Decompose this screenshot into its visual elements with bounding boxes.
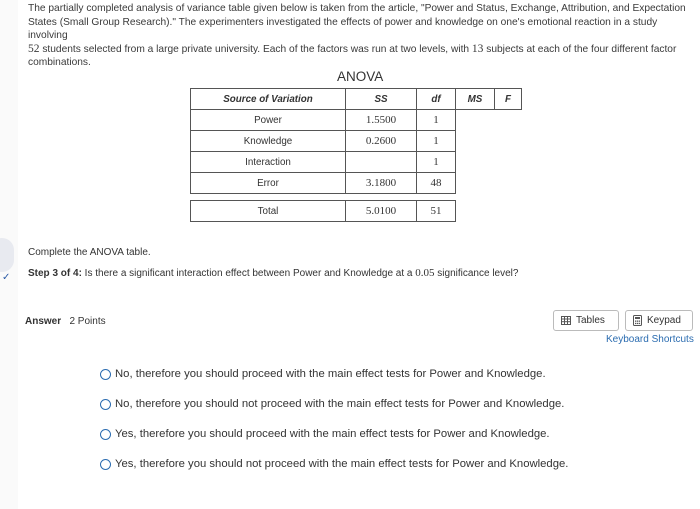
answer-option-3[interactable]: [100, 428, 550, 440]
row-source: Power: [191, 110, 346, 131]
row-df: 1: [417, 152, 456, 173]
radio-button[interactable]: [100, 429, 111, 440]
empty-cell: [456, 110, 522, 131]
row-ss: 5.0100: [346, 201, 417, 222]
problem-line: students selected from a large private university. Each of the factors was run at two levels, with: [39, 43, 472, 55]
header-ms: MS: [456, 89, 495, 110]
instructions: Complete the ANOVA table.: [28, 247, 151, 258]
radio-button[interactable]: [100, 369, 111, 380]
problem-statement: [28, 2, 690, 70]
row-ss: 0.2600: [346, 131, 417, 152]
row-source: Total: [191, 201, 346, 222]
problem-number: 52: [28, 42, 40, 55]
table-row: [191, 152, 522, 173]
row-source: Error: [191, 173, 346, 194]
keypad-label: Keypad: [647, 315, 681, 326]
row-ss: [346, 152, 417, 173]
problem-line: States (Small Group Research)." The experimenters investigated the effects of power and knowledge on one's emotional reaction in a study involving: [28, 16, 658, 42]
header-f: F: [495, 89, 522, 110]
empty-cell: [456, 152, 522, 173]
row-df: 1: [417, 110, 456, 131]
question-nav-tab[interactable]: [0, 238, 14, 272]
problem-line: combinations.: [28, 57, 91, 69]
header-source: Source of Variation: [191, 89, 346, 110]
header-ss: SS: [346, 89, 417, 110]
option-label[interactable]: Yes, therefore you should not proceed with the main effect tests for Power and Knowledge.: [115, 458, 569, 470]
problem-line: subjects at each of the four different factor: [483, 43, 677, 55]
answer-title: Answer: [25, 316, 62, 327]
chevron-down-icon[interactable]: ✓: [2, 272, 11, 283]
answer-option-1[interactable]: [100, 368, 546, 380]
table-row: [191, 173, 522, 194]
answer-option-4[interactable]: [100, 458, 568, 470]
tables-button[interactable]: [553, 310, 619, 331]
tables-label: Tables: [576, 315, 605, 326]
radio-button[interactable]: [100, 459, 111, 470]
row-source: Interaction: [191, 152, 346, 173]
step-text: significance level?: [434, 268, 519, 279]
step-label: Step 3 of 4:: [28, 268, 82, 279]
empty-cell: [456, 201, 522, 222]
option-label[interactable]: No, therefore you should not proceed with the main effect tests for Power and Knowledge.: [115, 398, 565, 410]
table-icon: [561, 316, 571, 325]
anova-table: [190, 88, 522, 222]
option-label[interactable]: Yes, therefore you should proceed with the main effect tests for Power and Knowledge.: [115, 428, 550, 440]
left-rail: [0, 0, 18, 509]
problem-number: 13: [471, 42, 484, 55]
option-label[interactable]: No, therefore you should proceed with the main effect tests for Power and Knowledge.: [115, 368, 546, 380]
problem-line: The partially completed analysis of variance table given below is taken from the article, "Power and Status, Exchange, Attribution, and Expectation: [28, 3, 686, 14]
answer-points: 2 Points: [69, 316, 106, 327]
row-df: 1: [417, 131, 456, 152]
table-row-total: [191, 201, 522, 222]
table-row: [191, 131, 522, 152]
row-source: Knowledge: [191, 131, 346, 152]
row-ss: 3.1800: [346, 173, 417, 194]
anova-header-row: [191, 89, 522, 110]
step-question: [28, 267, 518, 279]
row-ss: 1.5500: [346, 110, 417, 131]
table-row: [191, 110, 522, 131]
header-df: df: [417, 89, 456, 110]
empty-cell: [456, 173, 522, 194]
answer-option-2[interactable]: [100, 398, 564, 410]
row-df: 51: [417, 201, 456, 222]
calculator-icon: [633, 315, 642, 326]
answer-label: [25, 316, 106, 327]
radio-button[interactable]: [100, 399, 111, 410]
row-df: 48: [417, 173, 456, 194]
empty-cell: [456, 131, 522, 152]
anova-title: ANOVA: [337, 69, 384, 84]
keyboard-shortcuts-link[interactable]: Keyboard Shortcuts: [606, 334, 694, 345]
step-text: Is there a significant interaction effect between Power and Knowledge at a: [81, 268, 416, 279]
keypad-button[interactable]: [625, 310, 693, 331]
alpha-value: 0.05: [415, 267, 435, 279]
table-spacer: [191, 194, 522, 201]
